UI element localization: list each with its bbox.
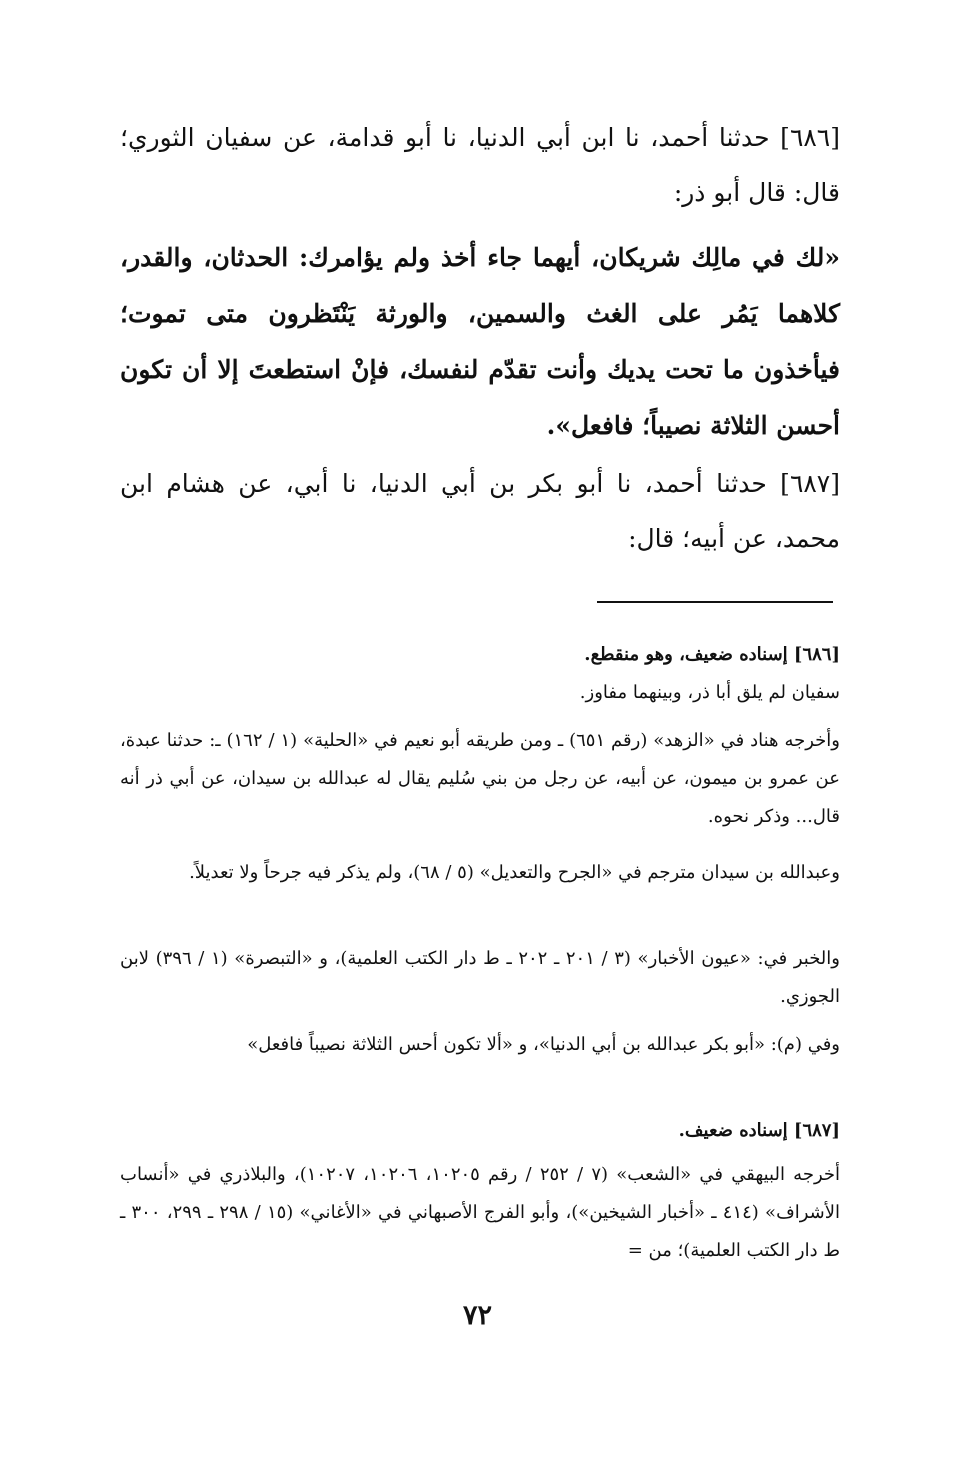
paragraph-686-isnad: [٦٨٦] حدثنا أحمد، نا ابن أبي الدنيا، نا أبو قدامة، عن سفيان الثوري؛ قال: قال أبو ذر:	[120, 123, 840, 207]
footnote-687-line-1: أخرجه البيهقي في «الشعب» (٧ / ٢٥٢ / رقم ١٠٢٠٥، ١٠٢٠٦، ١٠٢٠٧)، والبلاذري في «أنساب الأشراف» (٤١٤ ـ «أخبار الشيخين»)، وأبو الفرج الأصبهاني في «الأغاني» (١٥ / ٢٩٨ ـ ٢٩٩، ٣٠٠ ـ ط دار الكتب العلمية)؛ من =	[120, 1164, 841, 1261]
footnote-687-heading: [٦٨٧] إسناده ضعيف.	[678, 1120, 840, 1141]
paragraph-687-isnad: [٦٨٧] حدثنا أحمد، نا أبو بكر بن أبي الدنيا، نا أبي، عن هشام ابن محمد، عن أبيه؛ قال:	[120, 469, 840, 553]
footnote-686-line-3: وعبدالله بن سيدان مترجم في «الجرح والتعديل» (٥ / ٦٨)، ولم يذكر فيه جرحاً ولا تعديلاً.	[189, 862, 840, 883]
footnote-686-line-5: وفي (م): «أبو بكر عبدالله بن أبي الدنيا»، و «ألا تكون أحس الثلاثة نصيباً فافعل»	[247, 1034, 840, 1055]
page-number: ٧٢	[462, 1300, 492, 1331]
footnote-separator	[597, 601, 833, 603]
footnote-686-line-1: سفيان لم يلق أبا ذر، وبينهما مفاوز.	[579, 682, 840, 703]
footnote-686-line-4: والخبر في: «عيون الأخبار» (٣ / ٢٠١ ـ ٢٠٢ ـ ط دار الكتب العلمية)، و «التبصرة» (١ / ٣٩٦) لابن الجوزي.	[120, 948, 840, 1007]
footnote-686-heading: [٦٨٦] إسناده ضعيف، وهو منقطع.	[584, 644, 840, 665]
paragraph-686-quote: «لك في مالِك شريكان، أيهما جاء أخذ ولم يؤامرك: الحدثان، والقدر، كلاهما يَمُر على الغث والسمين، والورثة يَنْتَظرون متى تموت؛ فيأخذون ما تحت يديك وأنت تقدّم لنفسك، فإنْ استطعتَ إلا أن تكون أحسن الثلاثة نصيباً؛ فافعل».	[120, 243, 840, 440]
footnote-686-line-2: وأخرجه هناد في «الزهد» (رقم ٦٥١) ـ ومن طريقه أبو نعيم في «الحلية» (١ / ١٦٢) ـ: حدثنا عبدة، عن عمرو بن ميمون، عن أبيه، عن رجل من بني سُليم يقال له عبدالله بن سيدان، عن أبي ذر أنه قال... وذكر نحوه.	[120, 730, 840, 827]
